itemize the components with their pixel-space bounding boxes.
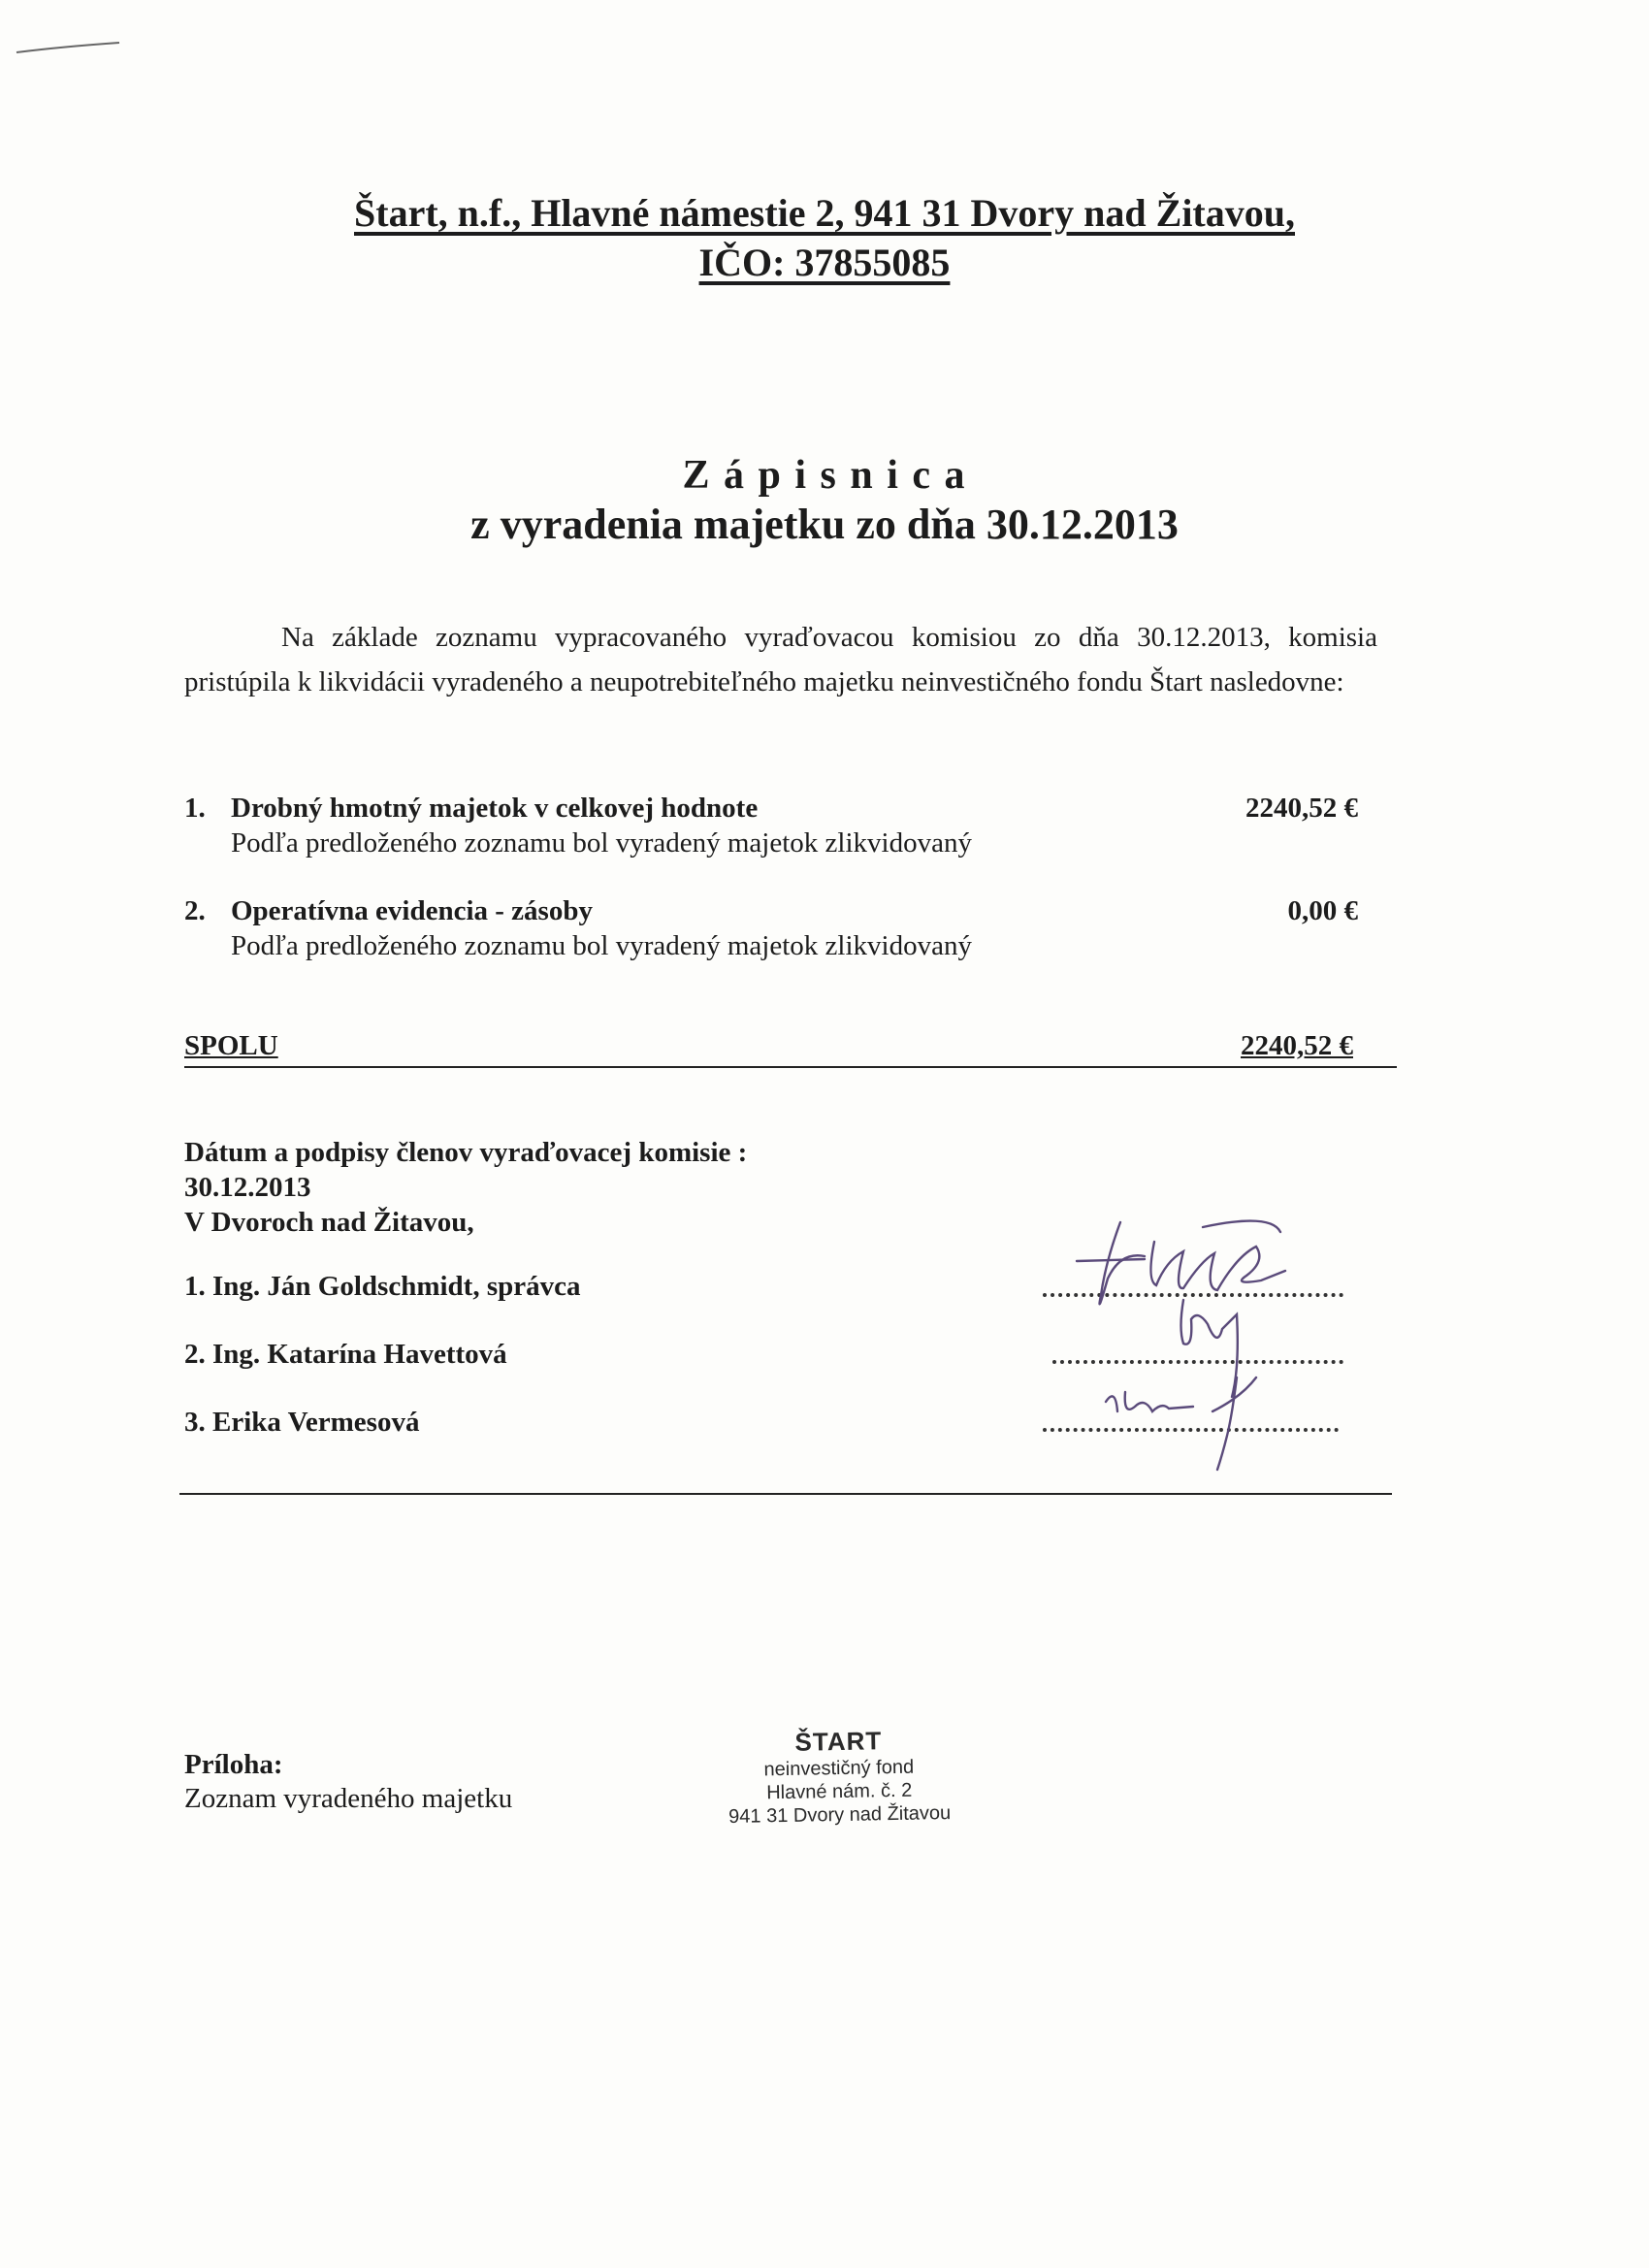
item-1-header	[184, 793, 1358, 825]
bottom-divider	[179, 1493, 1392, 1495]
scan-mark	[15, 39, 121, 58]
signature-heading: Dátum a podpisy členov vyraďovacej komisie :	[184, 1137, 748, 1168]
organization-ico: IČO: 37855085	[698, 241, 951, 284]
organization-stamp	[678, 1724, 1000, 1830]
item-2-note: Podľa predloženého zoznamu bol vyradený majetok zlikvidovaný	[231, 930, 972, 961]
organization-address: Štart, n.f., Hlavné námestie 2, 941 31 Dvory nad Žitavou,	[354, 191, 1295, 235]
handwritten-signatures	[1038, 1203, 1368, 1474]
item-1-number: 1.	[184, 793, 206, 824]
member-2: 2. Ing. Katarína Havettová	[184, 1339, 507, 1370]
document-subtitle: z vyradenia majetku zo dňa 30.12.2013	[470, 501, 1179, 548]
total-amount: 2240,52 €	[1241, 1030, 1353, 1061]
total-label: SPOLU	[184, 1030, 278, 1061]
item-1-label: Drobný hmotný majetok v celkovej hodnote	[231, 793, 759, 824]
document-title: Z á p i s n i c a	[682, 453, 967, 498]
member-1: 1. Ing. Ján Goldschmidt, správca	[184, 1271, 581, 1302]
item-1-amount: 2240,52 €	[1245, 793, 1358, 824]
signature-block	[184, 1135, 747, 1240]
stamp-line-3: 941 31 Dvory nad Žitavou	[728, 1801, 952, 1828]
item-2-amount: 0,00 €	[1287, 895, 1358, 926]
item-2-label: Operatívna evidencia - zásoby	[231, 895, 593, 926]
stamp-line-2: Hlavné nám. č. 2	[766, 1779, 913, 1804]
annex-label: Príloha:	[184, 1749, 283, 1780]
member-3: 3. Erika Vermesová	[184, 1407, 420, 1438]
signature-date: 30.12.2013	[184, 1172, 311, 1203]
intro-text: Na základe zoznamu vypracovaného vyraďovacou komisiou zo dňa 30.12.2013, komisia pristúpila k likvidácii vyradeného a neupotrebiteľného majetku neinvestičného fondu Štart nasledovne:	[184, 622, 1377, 697]
signature-place: V Dvoroch nad Žitavou,	[184, 1207, 474, 1238]
item-2-header	[184, 895, 1358, 927]
stamp-name: ŠTART	[794, 1726, 883, 1757]
intro-paragraph	[184, 615, 1377, 704]
stamp-line-1: neinvestičný fond	[763, 1756, 915, 1781]
item-2-number: 2.	[184, 895, 206, 926]
item-1-note: Podľa predloženého zoznamu bol vyradený majetok zlikvidovaný	[231, 827, 972, 859]
annex-text: Zoznam vyradeného majetku	[184, 1783, 513, 1814]
total-row	[184, 1030, 1397, 1068]
